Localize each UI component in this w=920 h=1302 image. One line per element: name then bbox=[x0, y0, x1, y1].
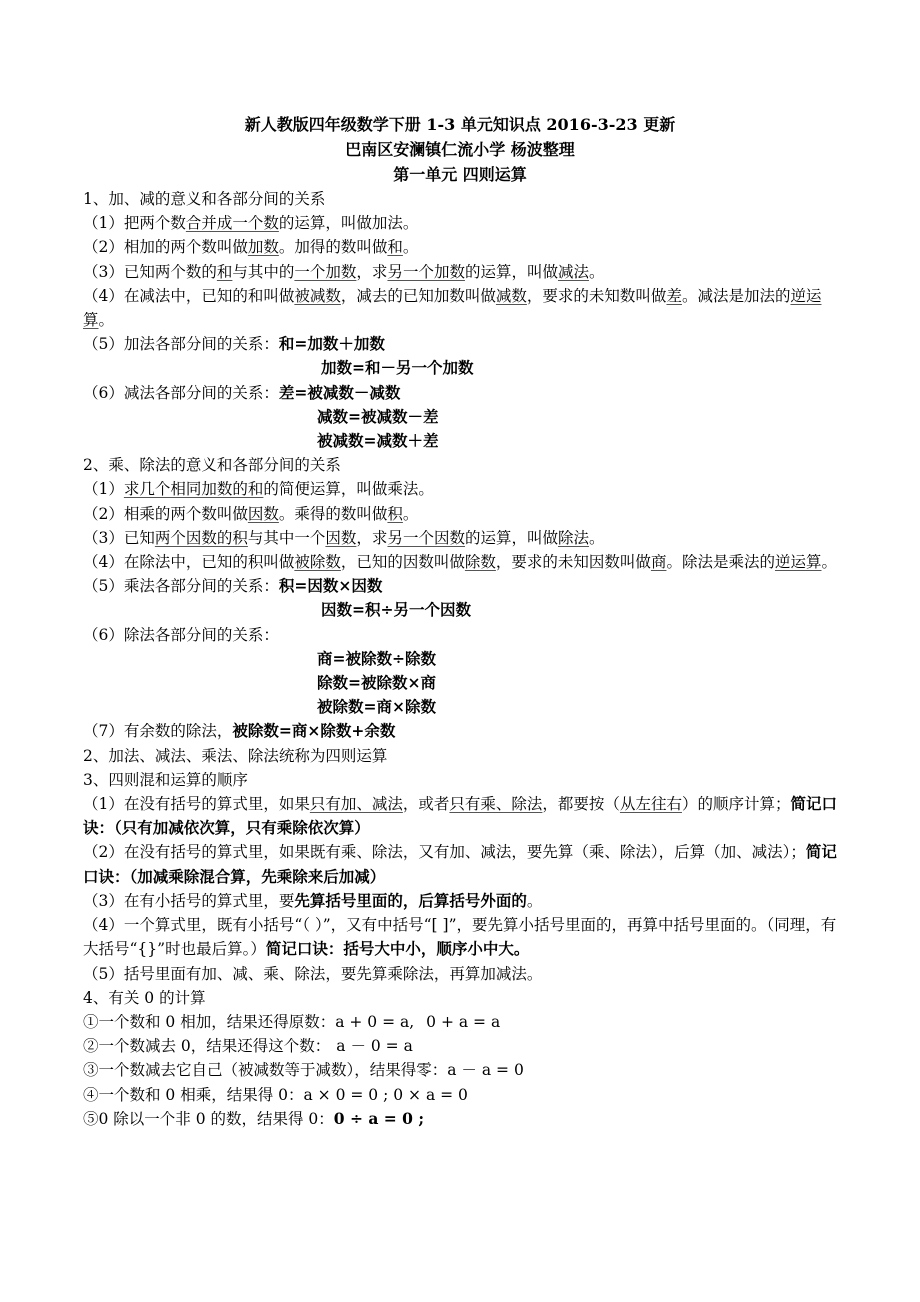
section1-heading: 1、加、减的意义和各部分间的关系 bbox=[83, 190, 326, 208]
s2-line6a: 商=被除数÷除数 bbox=[317, 648, 436, 668]
s1-line5b: 加数=和－另一个加数 bbox=[321, 358, 474, 378]
s1-line4: （4）在减法中，已知的和叫做被减数，减去的已知加数叫做减数，要求的未知数叫做差。减法是加法的逆运算。 bbox=[83, 286, 822, 330]
s2-line7: （7）有余数的除法，被除数=商×除数+余数 bbox=[83, 721, 396, 741]
s2-line6c: 被除数=商×除数 bbox=[317, 697, 436, 717]
document-page bbox=[83, 112, 837, 1131]
s1-line3: （3）已知两个数的和与其中的一个加数，求另一个加数的运算，叫做减法。 bbox=[83, 262, 605, 281]
doc-title: 新人教版四年级数学下册 1-3 单元知识点 2016-3-23 更新 bbox=[244, 115, 676, 134]
section3-heading: 3、四则混和运算的顺序 bbox=[83, 770, 248, 789]
unit-title: 第一单元 四则运算 bbox=[393, 165, 527, 184]
s4-line2: ②一个数减去 0，结果还得这个数： a － 0 = a bbox=[83, 1037, 413, 1056]
four-operations-note: 2、加法、减法、乘法、除法统称为四则运算 bbox=[83, 746, 388, 765]
s1-line2: （2）相加的两个数叫做加数。加得的数叫做和。 bbox=[83, 238, 419, 257]
s1-line6b: 减数=被减数－差 bbox=[317, 406, 439, 426]
s3-line1: （1）在没有括号的算式里，如果只有加、减法，或者只有乘、除法，都要按（从左往右）的顺序计算；简记口诀：（只有加减依次算，只有乘除依次算） bbox=[83, 794, 837, 838]
s1-line1: （1）把两个数合并成一个数的运算，叫做加法。 bbox=[83, 214, 419, 233]
s1-line5: （5）加法各部分间的关系：和=加数＋加数 bbox=[83, 334, 385, 354]
s3-line2: （2）在没有括号的算式里，如果既有乘、除法，又有加、减法，要先算（乘、除法），后算（加、减法）；简记口诀：（加减乘除混合算，先乘除来后加减） bbox=[83, 842, 837, 886]
s2-line4: （4）在除法中，已知的积叫做被除数，已知的因数叫做除数，要求的未知因数叫做商。除法是乘法的逆运算。 bbox=[83, 553, 837, 572]
s1-line6c: 被减数=减数＋差 bbox=[317, 431, 439, 451]
s3-line4: （4）一个算式里，既有小括号“（ ）”，又有中括号“[ ]”，要先算小括号里面的，再算中括号里面的。（同理，有大括号“{}”时也最后算。）简记口诀：括号大中小，顺序小中大。 bbox=[83, 916, 837, 959]
doc-author: 巴南区安澜镇仁流小学 杨波整理 bbox=[345, 140, 575, 159]
s2-line3: （3）已知两个因数的积与其中一个因数，求另一个因数的运算，叫做除法。 bbox=[83, 528, 605, 547]
s4-line5: ⑤0 除以一个非 0 的数，结果得 0：0 ÷ a = 0 ; bbox=[83, 1108, 425, 1128]
s3-line3: （3）在有小括号的算式里，要先算括号里面的，后算括号外面的。 bbox=[83, 890, 543, 910]
section2-heading: 2、乘、除法的意义和各部分间的关系 bbox=[83, 456, 341, 475]
s2-line2: （2）相乘的两个数叫做因数。乘得的数叫做积。 bbox=[83, 504, 419, 523]
s3-line5: （5）括号里面有加、减、乘、除法，要先算乘除法，再算加减法。 bbox=[83, 964, 543, 983]
s2-line5: （5）乘法各部分间的关系：积=因数×因数 bbox=[83, 576, 383, 596]
s2-line1: （1）求几个相同加数的和的简便运算，叫做乘法。 bbox=[83, 480, 434, 499]
s2-line6: （6）除法各部分间的关系： bbox=[83, 625, 279, 644]
s4-line1: ①一个数和 0 相加，结果还得原数：a + 0 = a, 0 + a = a bbox=[83, 1012, 501, 1031]
s4-line3: ③一个数减去它自己（被减数等于减数），结果得零：a － a = 0 bbox=[83, 1061, 524, 1080]
s2-line5b: 因数=积÷另一个因数 bbox=[321, 600, 471, 620]
s4-line4: ④一个数和 0 相乘，结果得 0：a × 0 = 0 ; 0 × a = 0 bbox=[83, 1085, 468, 1104]
s1-line6: （6）减法各部分间的关系：差=被减数－减数 bbox=[83, 382, 401, 402]
s2-line6b: 除数=被除数×商 bbox=[317, 673, 436, 693]
section4-heading: 4、有关 0 的计算 bbox=[83, 988, 206, 1007]
